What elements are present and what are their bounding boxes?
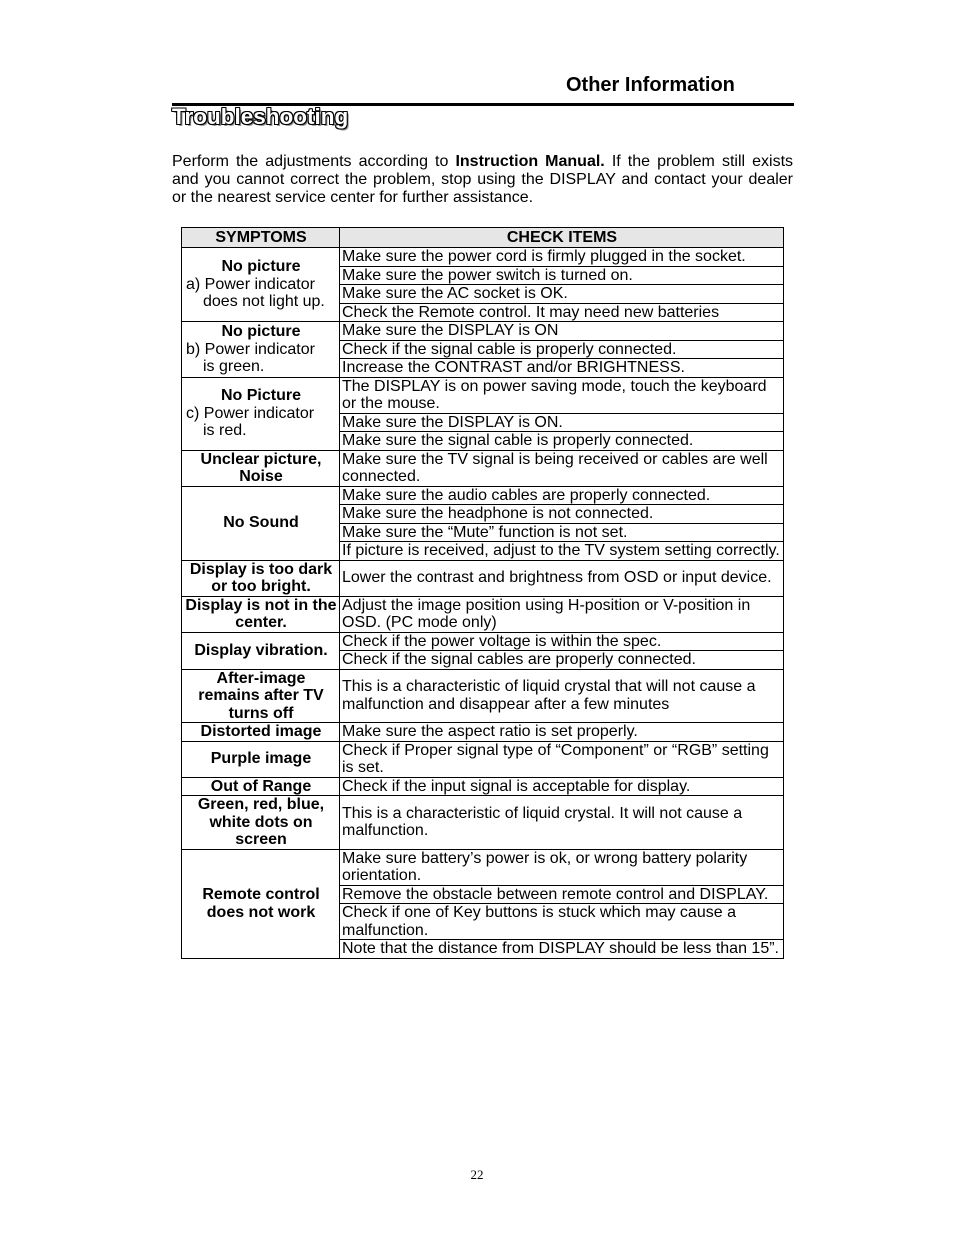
troubleshooting-table — [181, 227, 784, 959]
table-row — [182, 322, 784, 341]
page-title: Troubleshooting — [172, 104, 349, 129]
check-item: Remove the obstacle between remote control and DISPLAY. — [340, 885, 784, 904]
check-item: Make sure the AC socket is OK. — [340, 285, 784, 304]
symptom-detail: b) Power indicator — [186, 340, 315, 358]
page-number: 22 — [470, 1167, 484, 1182]
section-heading: Other Information — [566, 74, 735, 96]
check-item: If picture is received, adjust to the TV system setting correctly. — [340, 542, 784, 561]
check-item: The DISPLAY is on power saving mode, touch the keyboard or the mouse. — [340, 377, 784, 413]
check-item: Note that the distance from DISPLAY should be less than 15”. — [340, 940, 784, 959]
symptom-label: No Picture — [220, 387, 301, 405]
table-row — [182, 560, 784, 596]
table-row — [182, 723, 784, 742]
symptom-label: Out of Range — [210, 777, 312, 795]
symptom-label: No Sound — [223, 514, 299, 532]
symptom-cell — [182, 450, 340, 486]
intro-bold-text: Instruction Manual. — [455, 153, 605, 170]
check-item: Make sure the headphone is not connected. — [340, 505, 784, 524]
symptom-cell — [182, 777, 340, 796]
check-item: Lower the contrast and brightness from OSD or input device. — [340, 560, 784, 596]
symptom-cell — [182, 796, 340, 850]
table-row — [182, 777, 784, 796]
symptom-cell — [182, 377, 340, 450]
check-item: Check if the signal cable is properly connected. — [340, 340, 784, 359]
table-row — [182, 450, 784, 486]
symptom-cell — [182, 248, 340, 322]
table-header-row — [182, 228, 784, 248]
symptom-label: Purple image — [210, 750, 312, 768]
check-item: Make sure battery’s power is ok, or wrong battery polarity orientation. — [340, 849, 784, 885]
symptom-label: After-image remains after TV turns off — [198, 669, 324, 722]
symptom-label: Green, red, blue, white dots on screen — [197, 796, 325, 848]
table-row — [182, 632, 784, 651]
intro-text-after: If the problem still exists and you cannot correct the problem, stop using the DISPLAY and contact your dealer or the nearest service center for further assistance. — [172, 153, 794, 206]
table-row — [182, 849, 784, 885]
check-item: Make sure the aspect ratio is set properly. — [340, 723, 784, 742]
table-row — [182, 486, 784, 505]
table-row — [182, 596, 784, 632]
symptom-cell — [182, 596, 340, 632]
check-item: Make sure the audio cables are properly connected. — [340, 486, 784, 505]
symptom-cell — [182, 849, 340, 958]
table-row — [182, 248, 784, 267]
symptom-label: Display vibration. — [194, 641, 328, 659]
symptom-cell — [182, 486, 340, 560]
table-row — [182, 741, 784, 777]
table-row — [182, 377, 784, 413]
symptom-cell — [182, 669, 340, 723]
symptom-label: Distorted image — [200, 723, 322, 740]
check-item: Make sure the DISPLAY is ON — [340, 322, 784, 341]
check-item: This is a characteristic of liquid crystal. It will not cause a malfunction. — [340, 796, 784, 850]
symptom-label: No picture — [221, 323, 301, 340]
check-item: Make sure the power cord is firmly plugged in the socket. — [340, 248, 784, 267]
symptom-label: Display is not in the center. — [185, 596, 337, 631]
symptom-label: Unclear picture, Noise — [200, 450, 322, 485]
check-item: Adjust the image position using H-position or V-position in OSD. (PC mode only) — [340, 596, 784, 632]
symptom-detail-continued: does not light up. — [203, 293, 325, 311]
check-item: Make sure the TV signal is being received or cables are well connected. — [340, 450, 784, 486]
symptoms-column-header: SYMPTOMS — [182, 228, 340, 248]
symptom-detail-continued: is red. — [203, 422, 247, 440]
check-item: Check if Proper signal type of “Component” or “RGB” setting is set. — [340, 741, 784, 777]
symptom-detail-continued: is green. — [203, 358, 265, 375]
intro-paragraph — [172, 153, 793, 207]
check-item: Check if the input signal is acceptable for display. — [340, 777, 784, 796]
check-item: Increase the CONTRAST and/or BRIGHTNESS. — [340, 359, 784, 378]
check-item: Make sure the signal cable is properly connected. — [340, 432, 784, 451]
table-row — [182, 796, 784, 850]
symptom-cell — [182, 632, 340, 669]
symptom-detail: c) Power indicator — [186, 404, 315, 422]
symptom-label: Remote control does not work — [202, 886, 320, 921]
check-item: Check if the power voltage is within the spec. — [340, 632, 784, 651]
check-item: Check if the signal cables are properly connected. — [340, 651, 784, 670]
check-item: This is a characteristic of liquid crystal that will not cause a malfunction and disappear after a few minutes — [340, 669, 784, 723]
check-item: Make sure the power switch is turned on. — [340, 266, 784, 285]
symptom-cell — [182, 723, 340, 742]
check-item: Check the Remote control. It may need new batteries — [340, 303, 784, 322]
symptom-label: No picture — [221, 258, 301, 276]
symptom-label: Display is too dark or too bright. — [189, 560, 333, 595]
symptom-cell — [182, 560, 340, 596]
intro-text-before: Perform the adjustments according to — [172, 153, 456, 170]
symptom-cell — [182, 322, 340, 378]
check-item: Check if one of Key buttons is stuck which may cause a malfunction. — [340, 904, 784, 940]
symptom-detail: a) Power indicator — [186, 275, 315, 293]
check-items-column-header: CHECK ITEMS — [340, 228, 784, 248]
symptom-cell — [182, 741, 340, 777]
table-body — [182, 248, 784, 959]
check-item: Make sure the “Mute” function is not set. — [340, 523, 784, 542]
check-item: Make sure the DISPLAY is ON. — [340, 413, 784, 432]
table-row — [182, 669, 784, 723]
